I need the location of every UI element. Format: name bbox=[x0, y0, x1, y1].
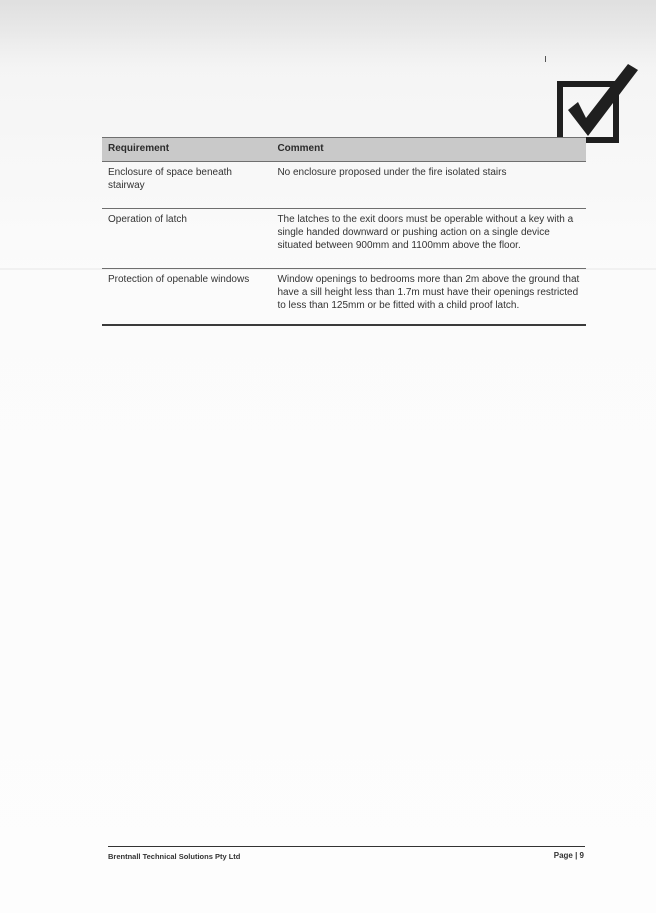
table-row bbox=[102, 162, 586, 209]
table-row bbox=[102, 209, 586, 269]
comment-cell: The latches to the exit doors must be operable without a key with a single handed downward or pushing action on a single device situated between 900mm and 1100mm above the floor. bbox=[271, 209, 586, 269]
footer-page-number: Page | 9 bbox=[553, 851, 584, 860]
table-row bbox=[102, 269, 586, 326]
checkmark-box-icon bbox=[556, 60, 640, 144]
table-header-row bbox=[102, 138, 586, 162]
comment-column-header: Comment bbox=[271, 138, 586, 162]
requirement-column-header: Requirement bbox=[102, 138, 271, 162]
scan-speck bbox=[545, 56, 546, 62]
requirement-cell: Protection of openable windows bbox=[102, 269, 271, 326]
footer-company-name: Brentnall Technical Solutions Pty Ltd bbox=[108, 852, 241, 861]
footer-divider bbox=[108, 846, 585, 847]
comment-cell: No enclosure proposed under the fire isolated stairs bbox=[271, 162, 586, 209]
requirement-cell: Operation of latch bbox=[102, 209, 271, 269]
requirements-table bbox=[102, 137, 586, 326]
requirement-cell: Enclosure of space beneath stairway bbox=[102, 162, 271, 209]
comment-cell: Window openings to bedrooms more than 2m above the ground that have a sill height less than 1.7m must have their openings restricted to less than 125mm or be fitted with a child proof latch. bbox=[271, 269, 586, 326]
